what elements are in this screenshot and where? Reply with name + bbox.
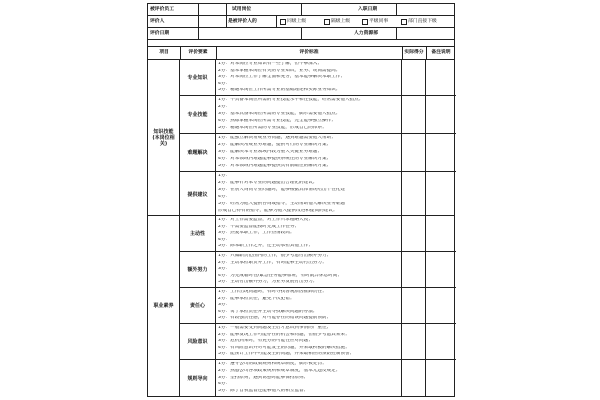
criterion-line: 3分：热爱本职工作，工作热情较高； <box>218 231 295 236</box>
criterion-line: 1分：遵守公司的政策规则和规章制度，偶尔被处罚； <box>218 362 327 367</box>
criterion-line: 1分：不具备本岗位所需的专业技能水平和性技能，经常需要他人指点； <box>218 98 364 103</box>
item-professional-knowledge <box>180 60 456 96</box>
item-risk-awareness <box>180 324 456 360</box>
header-row-1 <box>148 4 454 16</box>
option-direct-subordinate[interactable]: 部门直接下级 <box>401 16 455 27</box>
item-problem-solving <box>180 134 456 172</box>
item-rule-orientation <box>180 360 456 396</box>
entry-date-label: 入职日期 <box>358 6 378 12</box>
score-cell[interactable] <box>402 288 426 323</box>
criterion-line: 4分： <box>218 81 231 86</box>
criterion-line: 4分： <box>218 237 231 242</box>
element-name: 规则导向 <box>180 360 216 396</box>
section-knowledge <box>148 60 454 216</box>
criterion-line: 5分：有较强责任感，对可能存在的错误问题提前预防； <box>218 316 332 321</box>
element-name: 难题解决 <box>180 134 216 171</box>
criterion-line: 3分：能解决本专业领域内较为重大关键业务难题； <box>218 150 322 155</box>
element-name: 责任心 <box>180 288 216 323</box>
criterion-line: 5分：能预计工作中可能发生的问题，并采取相应的预防控制预警； <box>218 352 355 357</box>
note-cell[interactable] <box>426 172 456 216</box>
option-peer-colleague[interactable]: 平级同事 <box>362 16 402 27</box>
criterion-line: 3分： <box>218 303 231 308</box>
item-initiative <box>180 216 456 252</box>
criterion-line: 2分：不需要监督能按时完成工作任务； <box>218 224 300 229</box>
note-cell[interactable] <box>426 96 456 133</box>
score-cell[interactable] <box>402 172 426 216</box>
criterion-line: 5分：除本职工作之外，还主动承担其他工作； <box>218 244 313 249</box>
score-cell[interactable] <box>402 96 426 133</box>
criterion-line: 2分：能够针对本专业的问题提出合理化的建议； <box>218 181 318 186</box>
criterion-line: 5分：除了自我监督还能够他人的相互监督； <box>218 389 309 394</box>
element-name: 主动性 <box>180 216 216 251</box>
criterion-line: 3分：基本具备本岗位所需的专业技能，偶尔需要他人指点； <box>218 112 341 117</box>
criterion-line: 5分：对本领域内难题能够提供具有前瞻性的解决方案； <box>218 164 332 169</box>
criterion-line: 3分：对本岗位工作了解全面和充分，基本能够解决本职工作； <box>218 75 345 80</box>
criterion-line: 4分：有风险意识并对可能发生的问题，并采取积极的解决措施； <box>218 345 350 350</box>
score-cell[interactable] <box>402 216 426 251</box>
evaluation-form <box>147 3 455 397</box>
section-professionalism <box>148 216 454 396</box>
option-skip-superior[interactable]: 隔级上级 <box>324 16 364 27</box>
col-element: 评价要素 <box>188 50 208 56</box>
item-professional-skill <box>180 96 456 134</box>
note-cell[interactable] <box>426 134 456 171</box>
col-actual: 实际得分 <box>404 50 424 56</box>
checkbox-icon[interactable] <box>324 19 330 25</box>
criterion-line: 1分：对工作需要监督，对工作只求粗略大致； <box>218 218 313 222</box>
criterion-line: 2分：能解决常规业务难题，提供可行的专业解决方案； <box>218 143 332 148</box>
note-cell[interactable] <box>426 252 456 287</box>
item-suggestions <box>180 172 456 216</box>
criterion-line: 1分：工作出现问题时，有时寻找客观原因推卸责任； <box>218 290 327 294</box>
criterion-line: 1分： <box>218 174 231 179</box>
note-cell[interactable] <box>426 60 456 95</box>
checkbox-icon[interactable] <box>401 19 407 25</box>
criterion-line: 5分：经常为他人提供咨询或指导，主动帮助他人解决业务难题 <box>218 202 345 207</box>
criterion-line: 2分：基本掌握本岗位有关的专业知识，业务、说岗需提高； <box>218 68 341 73</box>
col-standard: 评价标准 <box>299 50 319 56</box>
category-label: 职业素养 <box>148 216 180 396</box>
note-cell[interactable] <box>426 288 456 323</box>
score-cell[interactable] <box>402 60 426 95</box>
criterion-line: 1分：只做职责范围内的工作，很少考虑付出额外努力； <box>218 254 332 258</box>
note-cell[interactable] <box>426 216 456 251</box>
header-row-2 <box>148 16 454 28</box>
item-responsibility <box>180 288 456 324</box>
criterion-line: 3分：危机到来时，有充分的可能性应对问题； <box>218 339 313 344</box>
item-extra-effort <box>180 252 456 288</box>
criterion-line: 4分：对本领域内难题能够提供系统性的专业解决方案； <box>218 157 332 162</box>
criterion-line: 3分：坚持原则，遇到诱惑时能够保持原则； <box>218 375 309 380</box>
reviewer-label: 评价人 <box>150 18 165 24</box>
header-row-3 <box>148 28 454 40</box>
category-label: 知识技能(本岗位相关) <box>148 60 180 215</box>
criterion-line: 2分：能够承担责任，避免下次犯错； <box>218 296 295 301</box>
checkbox-icon[interactable] <box>280 19 286 25</box>
criterion-line: 4分： <box>218 382 231 387</box>
element-name: 风险意识 <box>180 324 216 359</box>
relation-label: 是被评价人的 <box>228 18 257 24</box>
note-cell[interactable] <box>426 360 456 396</box>
note-cell[interactable] <box>426 324 456 359</box>
col-note: 备注说明 <box>431 50 451 56</box>
criterion-line: 形成自己特有的指导，能够为他人提供改进和提高的建议； <box>218 209 338 214</box>
criterion-line: 4分： <box>218 195 231 200</box>
score-cell[interactable] <box>402 360 426 396</box>
criterion-line: 2分：主动承担职责外工作，有时能够主动付出努力； <box>218 260 327 265</box>
criterion-line: 3分： <box>218 267 231 272</box>
criterion-line: 3分：在别人询问专业问题时，能够根据具体情况给出个性化建 <box>218 188 345 193</box>
criterion-line: 1分：一般需要受到问题发生后才意识到事情的严重性； <box>218 326 332 330</box>
reviewee-label: 被评价员工 <box>150 6 174 12</box>
criterion-line: 5分：精通本岗位工作所需专业的基础理论和实际业务知识； <box>218 88 341 93</box>
checkbox-icon[interactable] <box>362 19 368 25</box>
element-name: 提供建议 <box>180 172 216 216</box>
col-item: 项目 <box>159 50 169 56</box>
column-header-row <box>148 46 454 60</box>
criterion-line: 2分：熟悉公司各项政策规则和规章制度，基本无违反规定； <box>218 368 341 373</box>
criterion-line: 4分：为完成临时性/紧急任务能够加班，有时就异休息时间； <box>218 273 342 278</box>
element-name: 专业知识 <box>180 60 216 95</box>
criterion-line: 1分：对本岗位专业知识有一些了解，但不够深入； <box>218 62 322 66</box>
criterion-line: 4分：勇于承担责任并主动寻找解决问题的办法； <box>218 309 318 314</box>
criterion-line: 5分：精通本岗位所需的专业技能，形成自己的体系； <box>218 126 327 131</box>
option-peer-superior[interactable]: 同级上级 <box>280 16 320 27</box>
criterion-line: 2分： <box>218 105 231 110</box>
criterion-line: 4分：熟练掌握本岗位所需专业技能，完全能够独立操作； <box>218 119 336 124</box>
hr-label: 人力资源部 <box>354 30 378 36</box>
element-name: 额外努力 <box>180 252 216 287</box>
element-name: 专业技能 <box>180 96 216 133</box>
score-cell[interactable] <box>402 252 426 287</box>
date-label: 评价日期 <box>150 30 170 36</box>
criterion-line: 2分：能够发现工作可能存在的机会和问题，但很少考虑其来来； <box>218 332 350 337</box>
score-cell[interactable] <box>402 134 426 171</box>
criterion-line: 1分：能独立解决常规业务问题，遇到难题需要他人帮助； <box>218 136 336 141</box>
position-label: 试用岗位 <box>232 6 252 12</box>
criterion-line: 5分：主动付出额外努力，为业务发展付出努力； <box>218 280 318 285</box>
score-cell[interactable] <box>402 324 426 359</box>
